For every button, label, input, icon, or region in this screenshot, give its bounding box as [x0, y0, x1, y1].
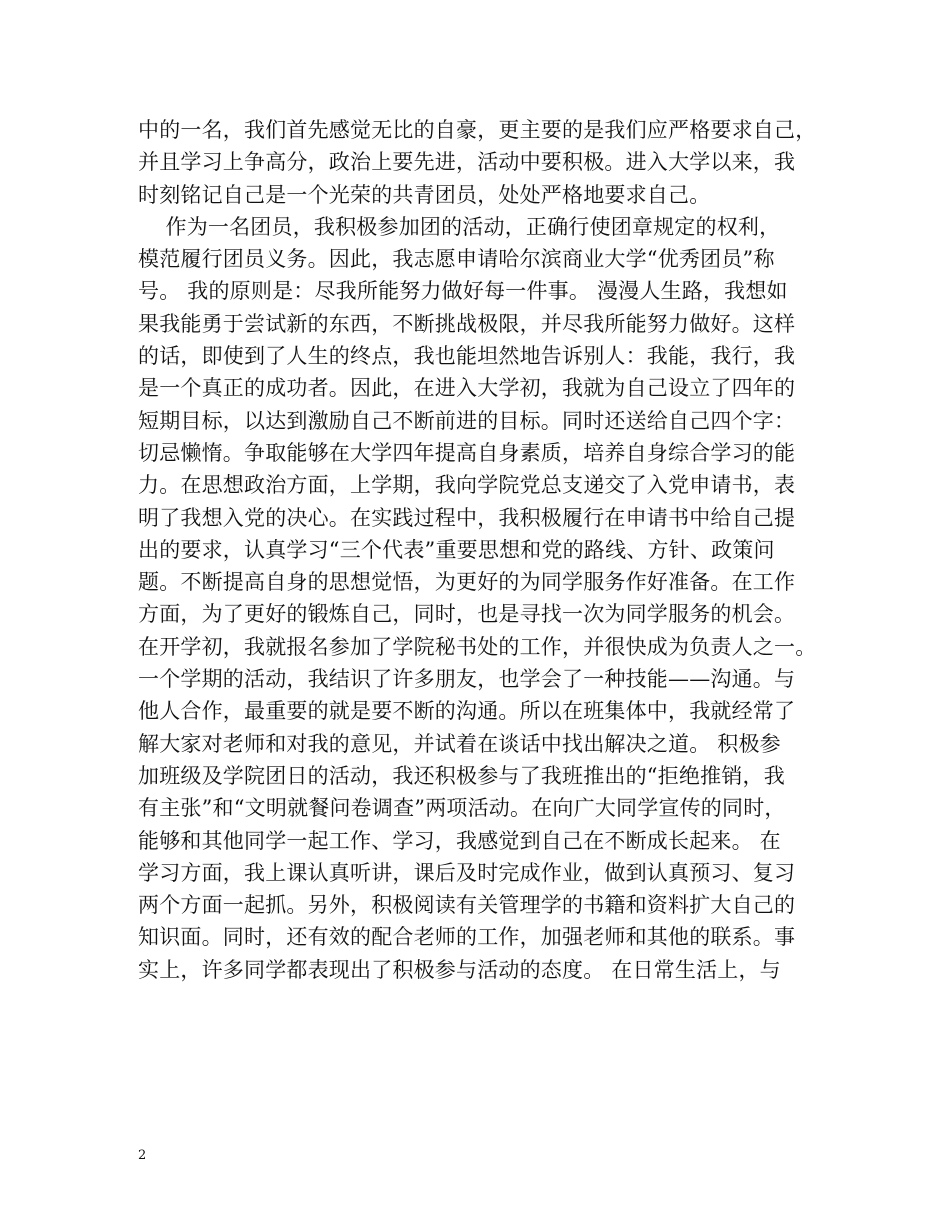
- text-line: 两个方面一起抓。另外，积极阅读有关管理学的书籍和资料扩大自己的: [138, 893, 796, 918]
- text-line: 有主张”和“文明就餐问卷调查”两项活动。在向广大同学宣传的同时，: [138, 796, 786, 821]
- text-line: 能够和其他同学一起工作、学习，我感觉到自己在不断成长起来。 在: [138, 828, 781, 853]
- text-line: 解大家对老师和对我的意见，并试着在谈话中找出解决之道。 积极参: [138, 731, 781, 756]
- text-line: 出的要求，认真学习“三个代表”重要思想和党的路线、方针、政策问: [138, 537, 775, 562]
- text-line: 时刻铭记自己是一个光荣的共青团员，处处严格地要求自己。: [138, 182, 711, 207]
- text-line: 模范履行团员义务。因此，我志愿申请哈尔滨商业大学“优秀团员”称: [138, 247, 775, 272]
- page-number: 2: [138, 1148, 147, 1163]
- text-line: 在开学初，我就报名参加了学院秘书处的工作，并很快成为负责人之一。: [138, 634, 817, 659]
- text-line: 力。在思想政治方面，上学期，我向学院党总支递交了入党申请书，表: [138, 473, 796, 498]
- text-line: 切忌懒惰。争取能够在大学四年提高自身素质，培养自身综合学习的能: [138, 440, 796, 465]
- text-line: 知识面。同时，还有效的配合老师的工作，加强老师和其他的联系。事: [138, 925, 796, 950]
- text-line: 果我能勇于尝试新的东西，不断挑战极限，并尽我所能努力做好。这样: [138, 311, 796, 336]
- text-line: 并且学习上争高分，政治上要先进，活动中要积极。进入大学以来，我: [138, 150, 796, 175]
- text-line: 题。不断提高自身的思想觉悟，为更好的为同学服务作好准备。在工作: [138, 570, 796, 595]
- body-text: [138, 114, 818, 986]
- text-line: 中的一名，我们首先感觉无比的自豪，更主要的是我们应严格要求自己，: [138, 118, 817, 142]
- text-line: 的话，即使到了人生的终点，我也能坦然地告诉别人：我能，我行，我: [138, 344, 796, 369]
- text-line: 实上，许多同学都表现出了积极参与活动的态度。 在日常生活上，与: [138, 957, 781, 982]
- text-line: 作为一名团员，我积极参加团的活动，正确行使团章规定的权利，: [138, 214, 781, 239]
- text-line: 加班级及学院团日的活动，我还积极参与了我班推出的“拒绝推销，我: [138, 763, 785, 788]
- text-line: 他人合作，最重要的就是要不断的沟通。所以在班集体中，我就经常了: [138, 699, 796, 724]
- text-line: 短期目标，以达到激励自己不断前进的目标。同时还送给自己四个字：: [138, 408, 796, 433]
- text-line: 号。 我的原则是：尽我所能努力做好每一件事。 漫漫人生路，我想如: [138, 279, 788, 304]
- text-line: 方面，为了更好的锻炼自己，同时，也是寻找一次为同学服务的机会。: [138, 602, 796, 627]
- text-line: 明了我想入党的决心。在实践过程中，我积极履行在申请书中给自己提: [138, 505, 796, 530]
- text-line: 学习方面，我上课认真听讲，课后及时完成作业，做到认真预习、复习: [138, 860, 796, 885]
- text-line: 是一个真正的成功者。因此，在进入大学初，我就为自己设立了四年的: [138, 376, 796, 401]
- text-line: 一个学期的活动，我结识了许多朋友，也学会了一种技能——沟通。与: [138, 667, 796, 692]
